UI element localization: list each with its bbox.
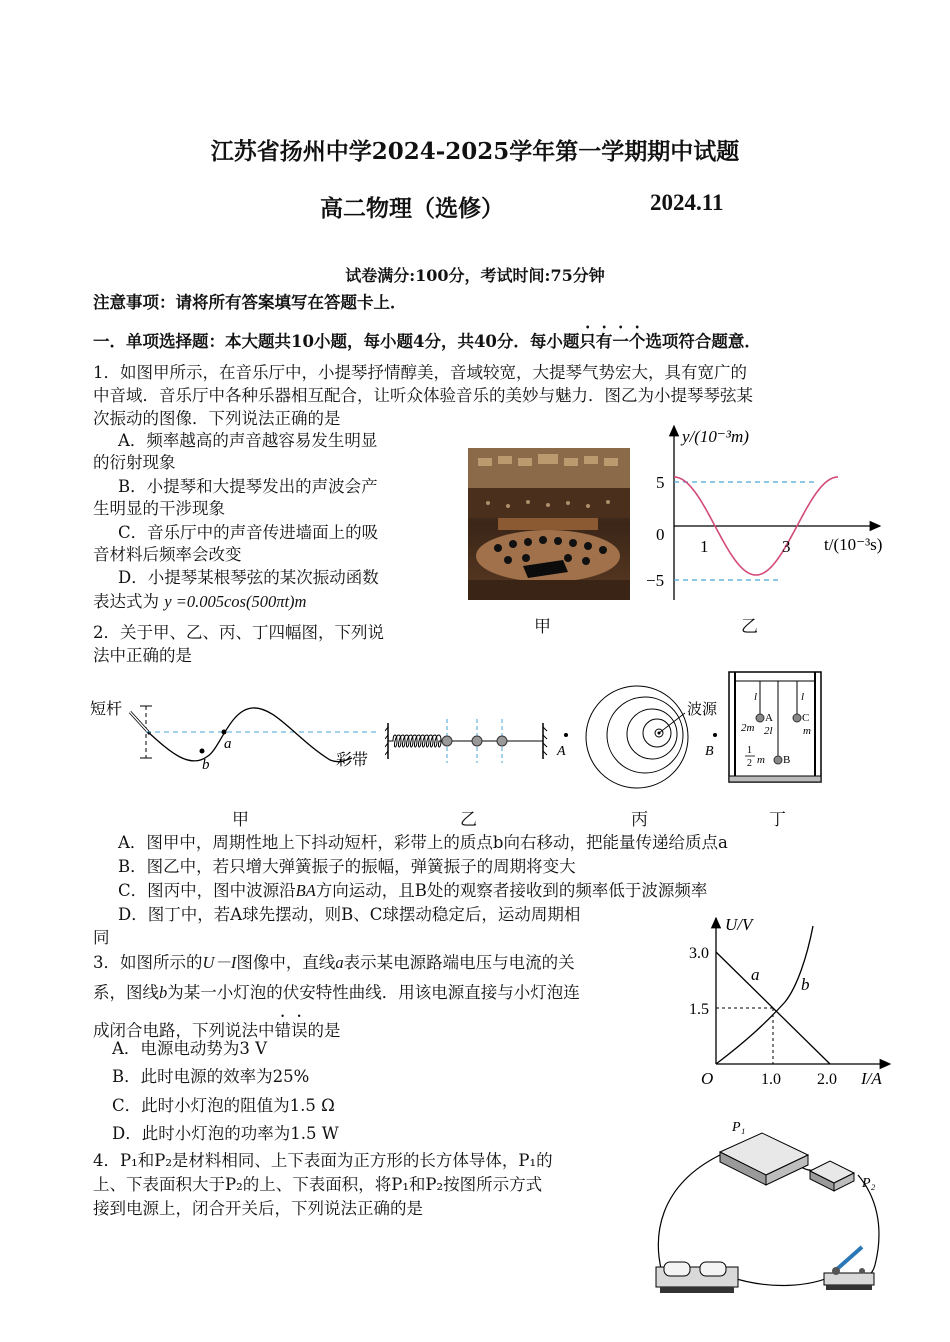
pendulum-A-length: l [754,691,758,703]
ball-C [793,714,801,722]
battery [656,1262,738,1293]
q3-stem-line-1 [93,952,575,974]
q3-stem-1-mid: 图像中，直线 [236,953,336,972]
pendulum-B-mass-num: 1 [747,745,752,756]
u-tick-3: 3.0 [689,945,709,962]
pendulum-C-length: l [801,691,805,703]
label-A: A [557,744,566,759]
pendulum-A-mass: 2m [741,722,755,734]
graph-x-label: t/(10⁻³s) [824,535,883,554]
wire-bottom [730,1275,835,1285]
pendulum-B-length: 2l [764,725,773,737]
q2-stem-line-2: 法中正确的是 [93,646,192,665]
i-tick-2: 2.0 [817,1071,837,1088]
q1-stem-line-1: 1．如图甲所示，在音乐厅中，小提琴抒情醇美，音域较宽，大提琴气势宏大，具有宽广的 [93,363,747,382]
q3-stem-3-emphasis: 错误 [274,1021,308,1040]
q1-option-d-line-1: D．小提琴某根琴弦的某次振动函数 [118,568,379,587]
q1-stem-line-2: 中音域．音乐厅中各种乐器相互配合，让听众体验音乐的美妙与魅力．图乙为小提琴琴弦某 [93,386,753,405]
q1-fig-jia-label: 甲 [534,617,551,637]
ribbon-label: 彩带 [336,752,369,769]
section-1-emphasis: 只有一个 [579,332,646,351]
ball-A [756,714,764,722]
graph-y-neg5: −5 [646,571,665,590]
q4-stem-line-2: 上、下表面积大于P₂的上、下表面积，将P₁和P₂按图所示方式 [93,1175,543,1194]
q4-stem-line-1: 4．P₁和P₂是材料相同、上下表面为正方形的长方体导体，P₁的 [93,1151,553,1170]
q3-option-b: B．此时电源的效率为25% [112,1067,310,1086]
q2-fig-jia-ribbon [90,690,390,780]
q2-option-c-post: 方向运动，且B处的观察者接收到的频率低于波源频率 [315,881,708,900]
pendulum-B-mass-den: 2 [747,758,752,769]
q3-stem-1-ui: U－I [202,953,237,972]
ball-B [774,756,782,764]
origin-label: O [701,1069,714,1088]
exam-title: 江苏省扬州中学2024-2025学年第一学期期中试题 [210,138,740,165]
pendulum-C-label: C [802,712,810,724]
q4-circuit-figure [650,1115,890,1295]
graph-y-label: y/(10⁻³m) [682,427,749,446]
point-a [222,730,227,735]
q3-stem-3-pre: 成闭合电路，下列说法中 [93,1021,275,1040]
q2-stem-line-1: 2．关于甲、乙、丙、丁四幅图，下列说 [93,623,384,642]
graph-y-5: 5 [656,473,665,492]
subject-title: 高二物理（选修） [320,195,504,222]
q1-option-c-line-1: C．音乐厅中的声音传进墙面上的吸 [118,523,379,542]
q2-fig-yi-label: 乙 [460,810,477,830]
ball-2 [472,736,482,746]
switch [824,1247,874,1290]
q2-fig-jia-label: 甲 [232,810,249,830]
graph-t-1: 1 [700,537,709,556]
label-B: B [705,744,714,759]
exam-date: 2024.11 [650,190,724,215]
ribbon-wave [148,708,352,762]
q3-stem-2-b: b [159,983,168,1002]
pendulum-C-mass: m [803,725,811,737]
pendulum-B-mass-m: m [757,754,765,766]
graph-t-3: 3 [782,537,791,556]
q2-fig-bing-doppler [555,683,725,793]
graph-y-0: 0 [656,525,665,544]
i-tick-1: 1.0 [761,1071,781,1088]
q1-option-d-line-2 [93,591,306,613]
point-b [200,749,205,754]
pendulum-B-label: B [783,754,791,766]
q2-fig-ding-label: 丁 [769,810,786,830]
section-1-heading [93,322,761,353]
p2-label: P₂ [862,1176,876,1191]
section-1-text-b: 选项符合题意． [645,332,761,351]
concert-hall-photo [468,448,630,600]
q3-stem-line-2 [93,982,580,1004]
q2-fig-bing-label: 丙 [631,810,648,830]
q1-option-b-line-2: 生明显的干涉现象 [93,499,225,518]
curve-b [716,926,813,1064]
notice: 注意事项：请将所有答案填写在答题卡上． [93,293,407,312]
q1-fig-yi-label: 乙 [741,617,758,637]
line-a-label: a [751,965,760,984]
q3-stem-1-pre: 3．如图所示的 [93,953,203,972]
curve-b-label: b [801,975,810,994]
q3-stem-1-post: 表示某电源路端电压与电流的关 [343,953,575,972]
q4-stem-line-3: 接到电源上，闭合开关后，下列说法正确的是 [93,1199,423,1218]
q3-option-d: D．此时小灯泡的功率为1.5 W [112,1124,339,1143]
q3-ui-graph [685,912,905,1092]
ball-1 [442,736,452,746]
q1-option-b-line-1: B．小提琴和大提琴发出的声波会产 [118,477,378,496]
spring-coil [388,735,441,747]
q1-vibration-graph [640,420,900,640]
q2-option-c-ba: BA [295,881,316,900]
q2-fig-yi-spring [385,715,550,765]
q2-fig-ding-pendulums [725,668,825,786]
u-tick-1-5: 1.5 [689,1001,709,1018]
q2-option-d-line-1: D．图丁中，若A球先摆动，则B、C球摆动稳定后，运动周期相 [118,905,581,924]
q3-stem-2-pre: 系，图线 [93,983,159,1002]
score-time: 试卷满分:100分，考试时间:75分钟 [345,266,605,285]
q1-option-c-line-2: 音材料后频率会改变 [93,545,242,564]
q1-option-d-prefix: 表达式为 [93,592,159,611]
q2-option-a: A．图甲中，周期性地上下抖动短杆，彩带上的质点b向右移动，把能量传递给质点a [118,833,728,852]
q2-option-c [118,880,707,902]
wire-left [658,1148,742,1280]
wave-source-label: 波源 [687,702,718,718]
q2-option-b: B．图乙中，若只增大弹簧振子的振幅，弹簧振子的周期将变大 [118,857,576,876]
ball-3 [497,736,507,746]
q1-option-a-line-2: 的衍射现象 [93,453,176,472]
q2-option-d-line-2: 同 [93,928,110,947]
q1-option-a-line-1: A．频率越高的声音越容易发生明显 [118,431,378,450]
u-axis-label: U/V [725,915,753,934]
q3-stem-1-a: a [335,953,344,972]
q3-option-c: C．此时小灯泡的阻值为1.5 Ω [112,1096,335,1115]
q1-option-d-formula: y =0.005cos(500πt)m [164,592,307,611]
q2-option-c-pre: C．图丙中，图中波源沿 [118,881,296,900]
section-1-text-a: 一．单项选择题：本大题共10小题，每小题4分，共40分．每小题 [93,332,580,351]
pendulum-A-label: A [765,712,773,724]
p1-label: P₁ [732,1120,746,1135]
i-axis-label: I/A [861,1069,882,1088]
label-a: a [224,736,232,752]
rod-label: 短杆 [90,701,123,718]
q3-option-a: A．电源电动势为3 V [112,1039,268,1058]
label-b: b [202,757,210,773]
q3-stem-3-post: 的是 [307,1021,341,1040]
q3-stem-2-mid: 为某一小灯泡的伏安特性曲线．用该电源直接与小灯泡连 [167,983,580,1002]
q1-stem-line-3: 次振动的图像．下列说法正确的是 [93,409,341,428]
